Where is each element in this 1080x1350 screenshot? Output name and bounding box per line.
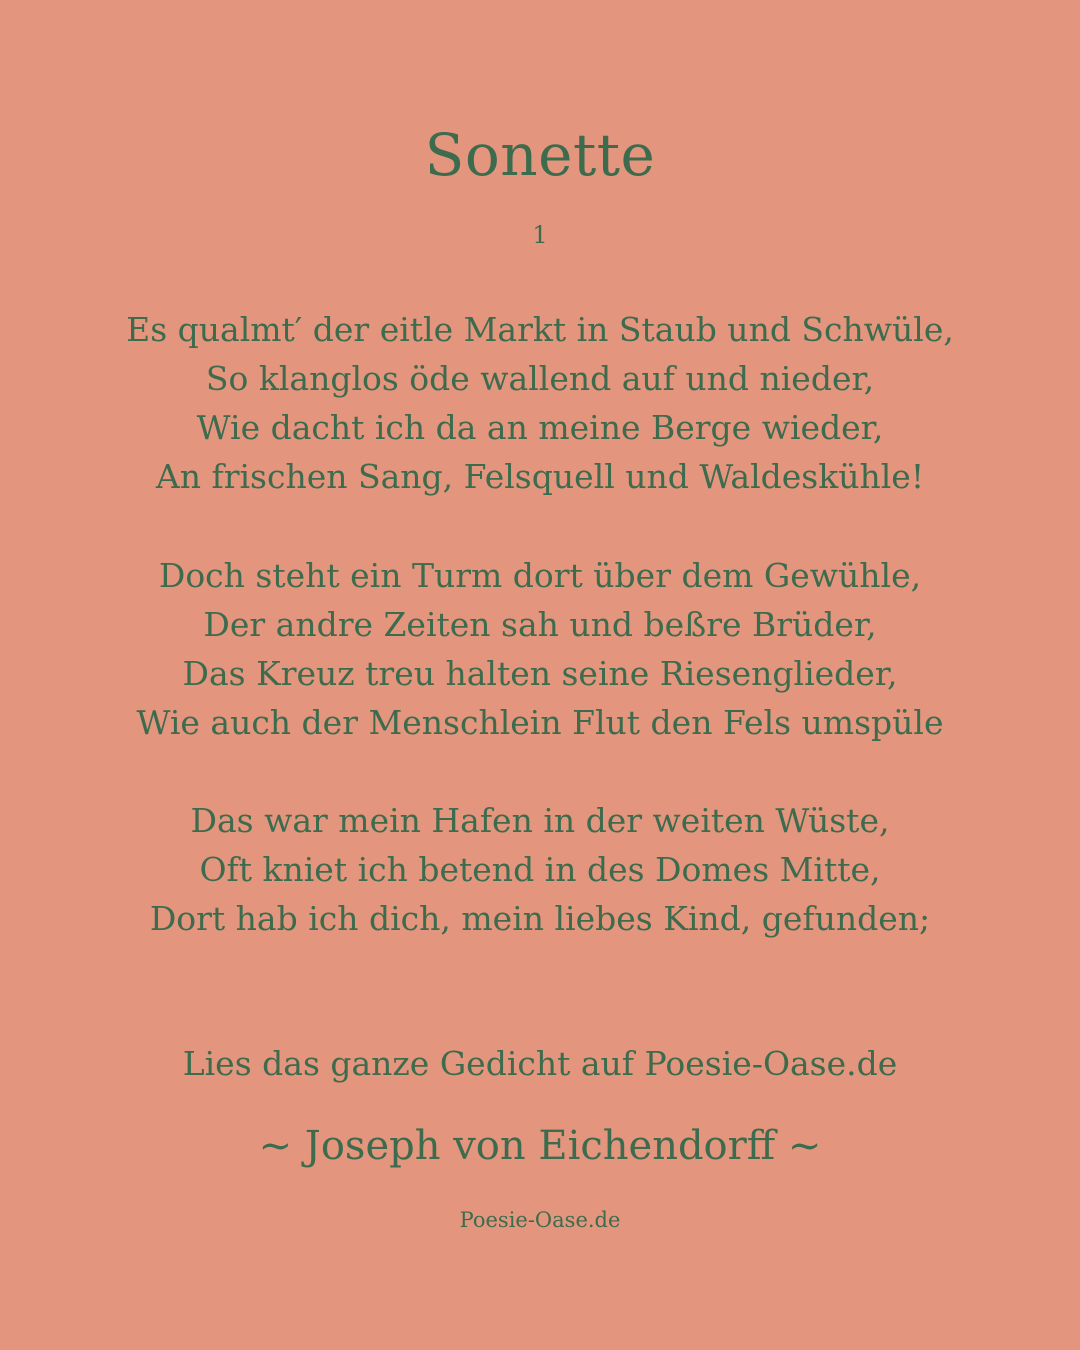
verse-line: Es qualmt′ der eitle Markt in Staub und Schwüle, [126, 310, 954, 349]
verse-line: An frischen Sang, Felsquell und Waldeskühle! [155, 457, 925, 496]
verse-line: Das Kreuz treu halten seine Riesenglieder, [182, 654, 898, 693]
verse-line: Doch steht ein Turm dort über dem Gewühle, [158, 556, 922, 595]
author-name: ~ Joseph von Eichendorff ~ [258, 1123, 822, 1169]
read-more-text: Lies das ganze Gedicht auf Poesie-Oase.de [182, 1044, 898, 1083]
stanza-2 [0, 551, 1080, 747]
stanza-1 [0, 305, 1080, 501]
poem-title: Sonette [424, 121, 656, 189]
verse-line: Dort hab ich dich, mein liebes Kind, gefunden; [149, 899, 931, 938]
verse-line: Oft kniet ich betend in des Domes Mitte, [199, 850, 881, 889]
verse-line: Wie dacht ich da an meine Berge wieder, [196, 408, 884, 447]
site-footer: Poesie-Oase.de [459, 1208, 621, 1232]
verse-line: Das war mein Hafen in der weiten Wüste, [190, 801, 890, 840]
verse-line: Wie auch der Menschlein Flut den Fels umspüle [136, 703, 944, 742]
stanza-3 [0, 796, 1080, 943]
poem-number: 1 [532, 221, 548, 249]
verse-line: So klanglos öde wallend auf und nieder, [205, 359, 875, 398]
verse-line: Der andre Zeiten sah und beßre Brüder, [203, 605, 877, 644]
